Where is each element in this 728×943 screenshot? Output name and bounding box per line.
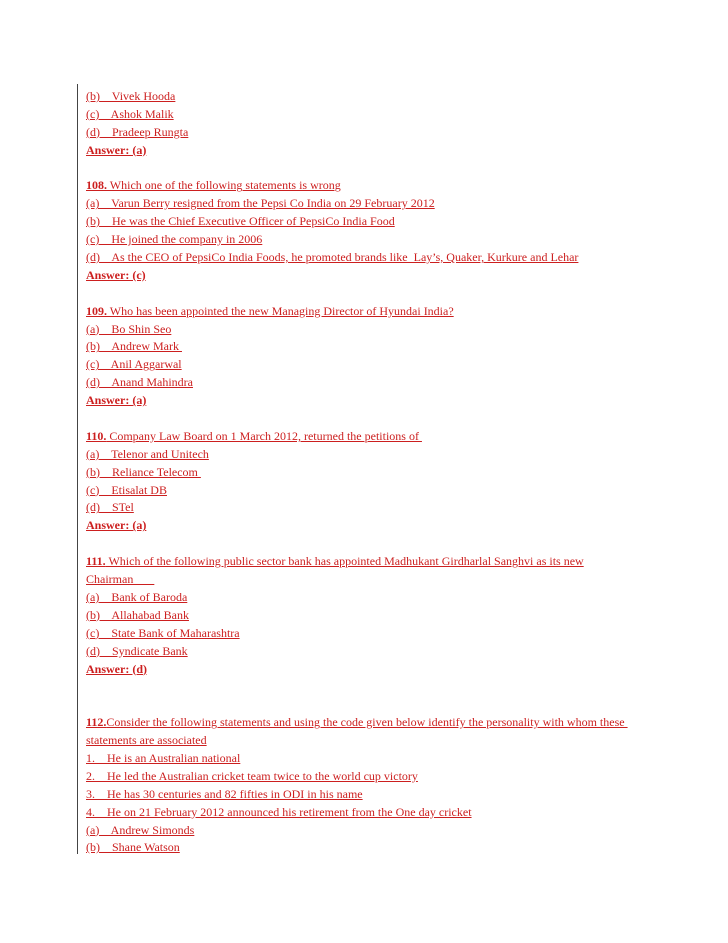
option-line: (c) He joined the company in 2006: [86, 232, 263, 247]
question-number: 110.: [86, 428, 107, 443]
option-line: 4. He on 21 February 2012 announced his retirement from the One day cricket: [86, 804, 472, 819]
option-line: (c) State Bank of Maharashtra: [86, 625, 240, 640]
question-text: Which one of the following statements is wrong: [107, 178, 341, 193]
option-line: (a) Bank of Baroda: [86, 589, 188, 604]
option-line: (a) Varun Berry resigned from the Pepsi Co India on 29 February 2012: [86, 196, 435, 211]
option-line: (c) Ashok Malik: [86, 106, 174, 121]
answer-line: Answer: (a): [86, 518, 147, 533]
option-line: Chairman: [86, 572, 155, 587]
blank-line: [86, 696, 706, 714]
question-text: Consider the following statements and using the code given below identify the personality with whom these: [106, 715, 628, 730]
question-text: Company Law Board on 1 March 2012, returned the petitions of: [106, 428, 422, 443]
answer-line: Answer: (a): [86, 393, 147, 408]
question-number: 112.: [86, 715, 107, 730]
answer-line: Answer: (a): [86, 142, 147, 157]
blank-line: [86, 678, 706, 696]
option-line: (d) Syndicate Bank: [86, 643, 188, 658]
option-line: (b) He was the Chief Executive Officer of PepsiCo India Food: [86, 214, 395, 229]
question-text: Who has been appointed the new Managing Director of Hyundai India?: [107, 303, 454, 318]
option-line: (b) Reliance Telecom: [86, 464, 201, 479]
question-number: 108.: [86, 178, 107, 193]
option-line: (d) Pradeep Rungta: [86, 124, 189, 139]
answer-line: Answer: (d): [86, 661, 147, 676]
option-line: 2. He led the Australian cricket team twice to the world cup victory: [86, 768, 418, 783]
option-line: (d) STel: [86, 500, 134, 515]
option-line: (b) Vivek Hooda: [86, 89, 176, 103]
option-line: (b) Allahabad Bank: [86, 607, 189, 622]
option-line: (c) Anil Aggarwal: [86, 357, 182, 372]
question-number: 109.: [86, 303, 107, 318]
question-list: [86, 88, 706, 857]
question-number: 111.: [86, 554, 106, 569]
option-line: statements are associated: [86, 733, 207, 748]
question-text: Which of the following public sector bank has appointed Madhukant Girdharlal Sanghvi as its new: [105, 554, 584, 569]
option-line: (d) As the CEO of PepsiCo India Foods, he promoted brands like Lay’s, Quaker, Kurkure and Lehar: [86, 250, 579, 265]
option-line: (d) Anand Mahindra: [86, 375, 193, 390]
question-line: [86, 303, 706, 321]
question-line: [86, 714, 706, 732]
answer-line: Answer: (c): [86, 267, 146, 282]
question-line: [86, 428, 706, 446]
blank-line: [86, 535, 706, 553]
option-line: (c) Etisalat DB: [86, 482, 167, 497]
blank-line: [86, 160, 706, 178]
option-line: 3. He has 30 centuries and 82 fifties in ODI in his name: [86, 786, 363, 801]
question-line: [86, 553, 706, 571]
blank-line: [86, 410, 706, 428]
left-margin-rule: [77, 84, 78, 854]
option-line: (a) Andrew Simonds: [86, 822, 195, 837]
question-line: [86, 177, 706, 195]
option-line: 1. He is an Australian national: [86, 750, 241, 765]
option-line: (b) Andrew Mark: [86, 339, 182, 354]
blank-line: [86, 285, 706, 303]
option-line: (a) Telenor and Unitech: [86, 446, 209, 461]
option-line: (a) Bo Shin Seo: [86, 321, 172, 336]
option-line: (b) Shane Watson: [86, 840, 180, 855]
